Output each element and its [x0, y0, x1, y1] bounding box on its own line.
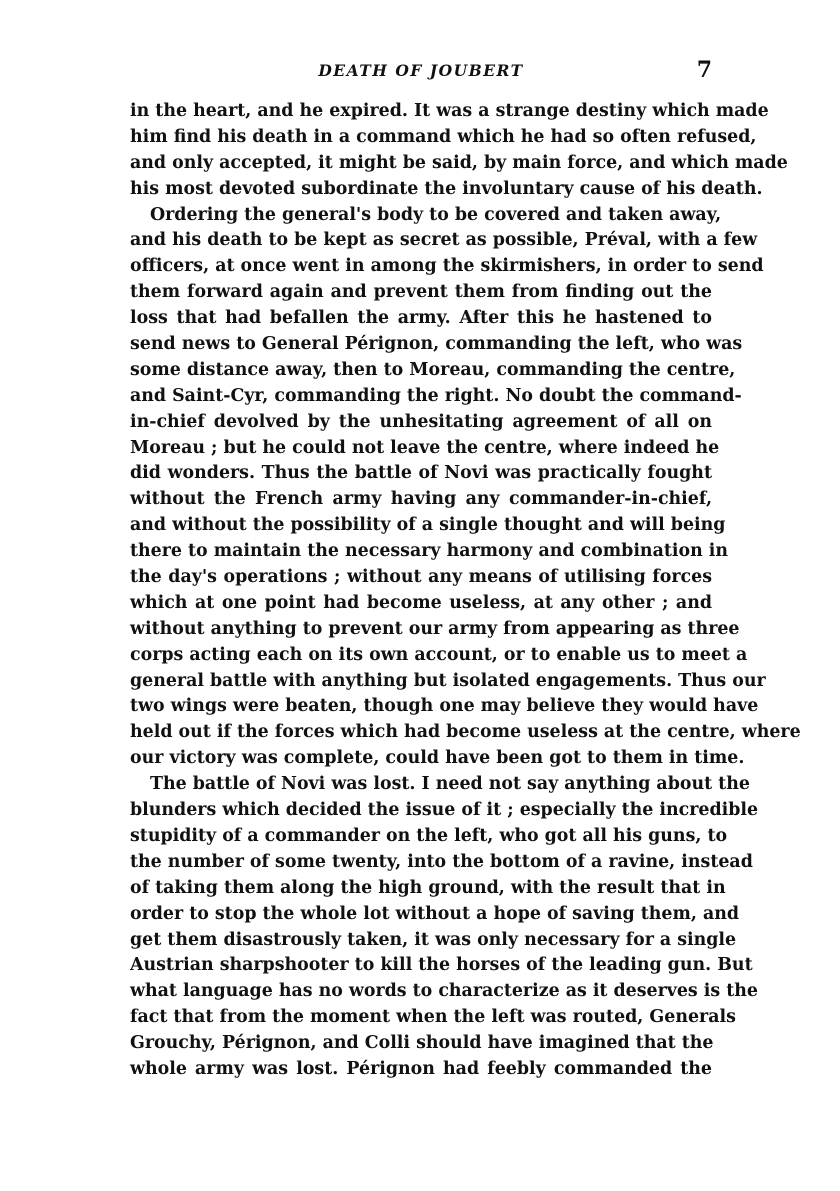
text-line: whole army was lost. Pérignon had feebly commanded the	[130, 1058, 712, 1079]
text-line: without the French army having any commander-in-chief,	[130, 489, 712, 510]
text-line: fact that from the moment when the left was routed, Generals	[130, 1007, 736, 1028]
text-line: and his death to be kept as secret as possible, Préval, with a few	[130, 230, 758, 251]
text-line: send news to General Pérignon, commanding the left, who was	[130, 334, 743, 355]
text-line: did wonders. Thus the battle of Novi was practically fought	[130, 463, 712, 484]
text-line: his most devoted subordinate the involuntary cause of his death.	[130, 178, 763, 199]
text-line: stupidity of a commander on the left, who got all his guns, to	[130, 825, 728, 846]
text-line: The battle of Novi was lost. I need not say anything about the	[150, 774, 750, 795]
text-line: held out if the forces which had become useless at the centre, where	[130, 722, 801, 743]
text-line: general battle with anything but isolated engagements. Thus our	[130, 670, 766, 691]
text-line: of taking them along the high ground, with the result that in	[130, 877, 726, 898]
text-line: there to maintain the necessary harmony and combination in	[130, 541, 729, 562]
text-line: and without the possibility of a single thought and will being	[130, 515, 726, 536]
page-number: 7	[696, 57, 712, 83]
text-line: him find his death in a command which he had so often refused,	[130, 126, 757, 147]
text-line: Grouchy, Pérignon, and Colli should have imagined that the	[130, 1033, 714, 1054]
text-line: blunders which decided the issue of it ; especially the incredible	[130, 800, 759, 821]
text-line: Moreau ; but he could not leave the centre, where indeed he	[130, 437, 720, 458]
text-line: some distance away, then to Moreau, commanding the centre,	[130, 359, 736, 380]
text-line: in the heart, and he expired. It was a strange destiny which made	[130, 101, 769, 121]
text-line: the number of some twenty, into the bottom of a ravine, instead	[130, 851, 753, 872]
text-line: Austrian sharpshooter to kill the horses of the leading gun. But	[130, 955, 753, 976]
body-text	[130, 99, 801, 1083]
text-line: them forward again and prevent them from finding out the	[130, 282, 712, 303]
running-title: DEATH OF JOUBERT	[318, 61, 524, 80]
text-line: corps acting each on its own account, or to enable us to meet a	[130, 644, 748, 665]
text-line: the day's operations ; without any means of utilising forces	[130, 567, 712, 588]
text-line: Ordering the general's body to be covered and taken away,	[150, 204, 722, 225]
text-line: loss that had befallen the army. After this he hastened to	[130, 308, 712, 329]
text-line: without anything to prevent our army from appearing as three	[130, 618, 740, 639]
text-line: two wings were beaten, though one may believe they would have	[130, 696, 759, 717]
text-line: our victory was complete, could have been got to them in time.	[130, 748, 745, 769]
text-line: in-chief devolved by the unhesitating agreement of all on	[130, 411, 712, 432]
text-line: officers, at once went in among the skirmishers, in order to send	[130, 256, 764, 277]
text-line: which at one point had become useless, at any other ; and	[130, 592, 712, 613]
text-line: what language has no words to characterize as it deserves is the	[130, 981, 758, 1002]
text-line: and Saint-Cyr, commanding the right. No doubt the command-	[130, 385, 742, 406]
text-line: get them disastrously taken, it was only necessary for a single	[130, 929, 737, 950]
text-line: and only accepted, it might be said, by main force, and which made	[130, 152, 788, 173]
page-header	[130, 57, 712, 89]
text-line: order to stop the whole lot without a hope of saving them, and	[130, 903, 740, 924]
